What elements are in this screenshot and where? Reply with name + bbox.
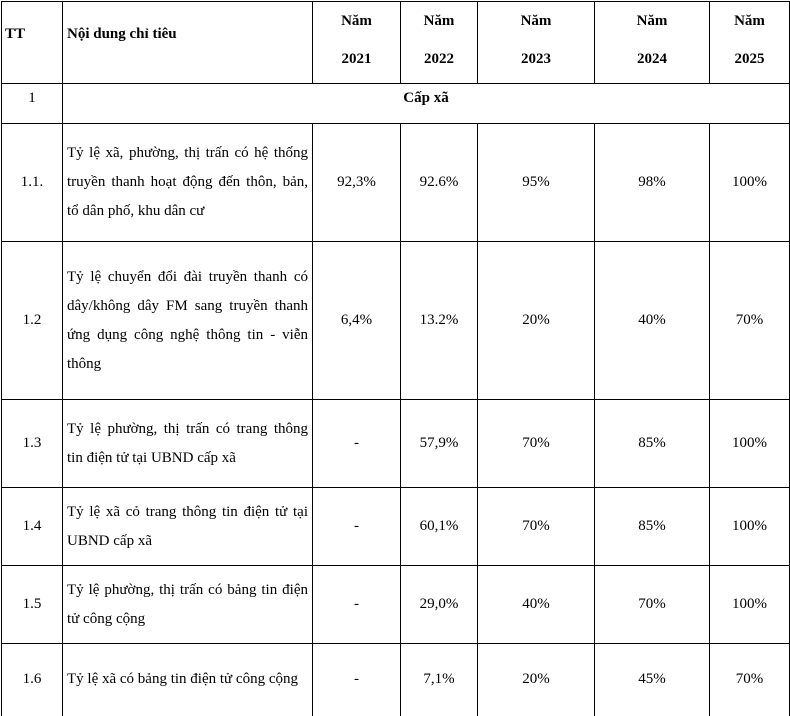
- row-tt: 1.1.: [2, 124, 63, 242]
- value-2021: 92,3%: [313, 124, 401, 242]
- table-row: [2, 488, 790, 566]
- row-tt: 1.4: [2, 488, 63, 566]
- table-row: [2, 400, 790, 488]
- value-2021: -: [313, 566, 401, 644]
- year-value: 2023: [521, 51, 551, 67]
- value-2021: 6,4%: [313, 242, 401, 400]
- header-year-2023: [478, 2, 595, 84]
- year-word: Năm: [341, 13, 372, 29]
- section-number: 1: [2, 84, 63, 124]
- year-value: 2024: [637, 51, 667, 67]
- value-2021: -: [313, 488, 401, 566]
- value-2024: 40%: [595, 242, 710, 400]
- value-2024: 85%: [595, 488, 710, 566]
- value-2025: 100%: [710, 488, 790, 566]
- header-year-2021: [313, 2, 401, 84]
- indicator-table: [1, 1, 790, 716]
- value-2025: 100%: [710, 566, 790, 644]
- value-2025: 70%: [710, 242, 790, 400]
- header-content: Nội dung chỉ tiêu: [63, 2, 313, 84]
- value-2022: 13.2%: [401, 242, 478, 400]
- section-row: [2, 84, 790, 124]
- year-value: 2025: [734, 51, 765, 67]
- table-row: [2, 566, 790, 644]
- year-value: 2021: [341, 51, 372, 67]
- table-row: [2, 242, 790, 400]
- row-content: Tỷ lệ xã cỏ trang thông tin điện tử tại UBND cấp xã: [63, 488, 313, 566]
- value-2023: 20%: [478, 644, 595, 716]
- value-2023: 95%: [478, 124, 595, 242]
- year-word: Năm: [423, 13, 455, 29]
- value-2022: 7,1%: [401, 644, 478, 716]
- value-2023: 70%: [478, 400, 595, 488]
- header-year-2025: [710, 2, 790, 84]
- header-row: [2, 2, 790, 84]
- header-tt: TT: [2, 2, 63, 84]
- row-tt: 1.2: [2, 242, 63, 400]
- value-2023: 70%: [478, 488, 595, 566]
- value-2024: 85%: [595, 400, 710, 488]
- year-word: Năm: [636, 13, 668, 29]
- section-title: Cấp xã: [63, 84, 790, 124]
- value-2023: 40%: [478, 566, 595, 644]
- row-content: Tỷ lệ xã, phường, thị trấn có hệ thống truyền thanh hoạt động đến thôn, bản, tổ dân phố, khu dân cư: [63, 124, 313, 242]
- value-2022: 57,9%: [401, 400, 478, 488]
- value-2021: -: [313, 644, 401, 716]
- table-row: [2, 124, 790, 242]
- row-content: Tỷ lệ xã có bảng tin điện tử công cộng: [63, 644, 313, 716]
- value-2024: 98%: [595, 124, 710, 242]
- year-word: Năm: [734, 13, 765, 29]
- row-tt: 1.5: [2, 566, 63, 644]
- value-2024: 45%: [595, 644, 710, 716]
- value-2025: 100%: [710, 400, 790, 488]
- value-2022: 29,0%: [401, 566, 478, 644]
- row-tt: 1.3: [2, 400, 63, 488]
- header-year-2024: [595, 2, 710, 84]
- row-content: Tỷ lệ phường, thị trấn có trang thông tin điện tử tại UBND cấp xã: [63, 400, 313, 488]
- row-tt: 1.6: [2, 644, 63, 716]
- value-2024: 70%: [595, 566, 710, 644]
- table-row: [2, 644, 790, 716]
- year-value: 2022: [424, 51, 454, 67]
- row-content: Tỷ lệ phường, thị trấn có bảng tin điện tử công cộng: [63, 566, 313, 644]
- row-content: Tỷ lệ chuyển đổi đài truyền thanh có dây/không dây FM sang truyền thanh ứng dụng công nghệ thông tin - viễn thông: [63, 242, 313, 400]
- year-word: Năm: [520, 13, 552, 29]
- header-year-2022: [401, 2, 478, 84]
- value-2025: 100%: [710, 124, 790, 242]
- value-2022: 92.6%: [401, 124, 478, 242]
- value-2022: 60,1%: [401, 488, 478, 566]
- value-2023: 20%: [478, 242, 595, 400]
- value-2025: 70%: [710, 644, 790, 716]
- value-2021: -: [313, 400, 401, 488]
